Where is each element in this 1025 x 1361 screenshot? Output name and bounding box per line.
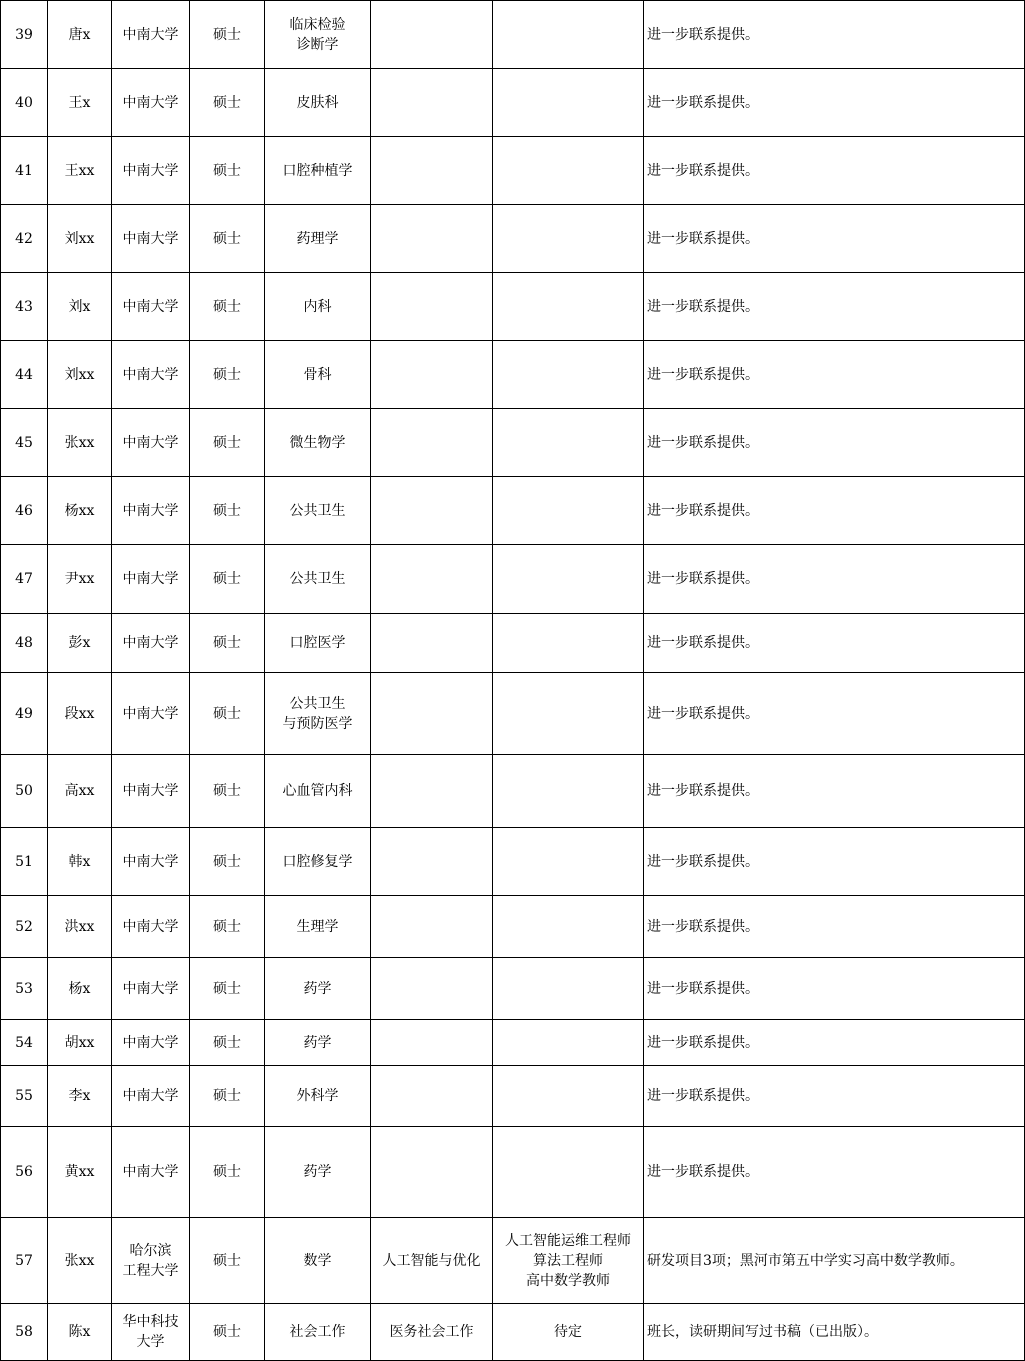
major-cell-line: 药学: [303, 980, 332, 997]
major-cell: [265, 1304, 371, 1361]
note-cell: 进一步联系提供。: [644, 1127, 1025, 1218]
direction-cell: [371, 673, 493, 755]
table-row: [1, 1218, 1025, 1304]
school-cell: [112, 137, 190, 205]
note-cell: 进一步联系提供。: [644, 896, 1025, 958]
direction-cell: [371, 273, 493, 341]
major-cell: [265, 828, 371, 896]
direction-cell: [371, 958, 493, 1020]
degree-cell: 硕士: [190, 1218, 265, 1304]
career-cell: [493, 409, 644, 477]
major-cell-line: 数学: [303, 1252, 332, 1269]
row-number-cell: 50: [1, 755, 48, 828]
school-cell-line: 中南大学: [122, 230, 179, 247]
note-cell: 进一步联系提供。: [644, 1066, 1025, 1127]
table-row: [1, 69, 1025, 137]
direction-cell: [371, 896, 493, 958]
school-cell-line: 中南大学: [122, 94, 179, 111]
note-cell: 进一步联系提供。: [644, 828, 1025, 896]
direction-cell: 人工智能与优化: [371, 1218, 493, 1304]
name-cell: 杨xx: [48, 477, 112, 545]
career-cell: [493, 1218, 644, 1304]
major-cell-line: 公共卫生: [289, 502, 346, 519]
name-cell: 段xx: [48, 673, 112, 755]
row-number-cell: 55: [1, 1066, 48, 1127]
name-cell: 高xx: [48, 755, 112, 828]
school-cell: [112, 896, 190, 958]
career-cell: [493, 1127, 644, 1218]
note-cell: 进一步联系提供。: [644, 1, 1025, 69]
name-cell: 韩x: [48, 828, 112, 896]
major-cell-line: 口腔修复学: [282, 853, 353, 870]
major-cell-line: 口腔种植学: [282, 162, 353, 179]
direction-cell: [371, 69, 493, 137]
school-cell-line: 中南大学: [122, 366, 179, 383]
direction-cell: [371, 1020, 493, 1066]
table-row: [1, 1066, 1025, 1127]
school-cell-line: 中南大学: [122, 705, 179, 722]
degree-cell: 硕士: [190, 828, 265, 896]
note-cell: 进一步联系提供。: [644, 958, 1025, 1020]
major-cell: [265, 409, 371, 477]
degree-cell: 硕士: [190, 137, 265, 205]
row-number-cell: 49: [1, 673, 48, 755]
major-cell: [265, 673, 371, 755]
degree-cell: 硕士: [190, 545, 265, 614]
school-cell: [112, 1304, 190, 1361]
school-cell-line: 中南大学: [122, 162, 179, 179]
school-cell: [112, 828, 190, 896]
major-cell: [265, 273, 371, 341]
major-cell: [265, 545, 371, 614]
major-cell: [265, 1218, 371, 1304]
school-cell-line: 中南大学: [122, 1088, 179, 1104]
school-cell-line: 中南大学: [122, 783, 179, 799]
direction-cell: [371, 545, 493, 614]
career-cell: [493, 755, 644, 828]
row-number-cell: 52: [1, 896, 48, 958]
direction-cell: [371, 755, 493, 828]
major-cell: [265, 341, 371, 409]
table-row: [1, 1304, 1025, 1361]
career-cell: [493, 1066, 644, 1127]
name-cell: 王x: [48, 69, 112, 137]
school-cell: [112, 673, 190, 755]
table-row: [1, 614, 1025, 673]
name-cell: 唐x: [48, 1, 112, 69]
degree-cell: 硕士: [190, 341, 265, 409]
note-cell: 进一步联系提供。: [644, 477, 1025, 545]
major-cell: [265, 755, 371, 828]
career-cell: [493, 673, 644, 755]
row-number-cell: 45: [1, 409, 48, 477]
career-cell: [493, 1, 644, 69]
direction-cell: [371, 614, 493, 673]
major-cell: [265, 614, 371, 673]
major-cell: [265, 896, 371, 958]
career-cell: [493, 341, 644, 409]
major-cell: [265, 1020, 371, 1066]
school-cell-line: 中南大学: [122, 853, 179, 870]
career-cell-line: 算法工程师: [533, 1252, 603, 1269]
table-row: [1, 828, 1025, 896]
table-row: [1, 1127, 1025, 1218]
degree-cell: 硕士: [190, 958, 265, 1020]
direction-cell: [371, 137, 493, 205]
degree-cell: 硕士: [190, 755, 265, 828]
name-cell: 李x: [48, 1066, 112, 1127]
major-cell: [265, 69, 371, 137]
table-row: [1, 755, 1025, 828]
school-cell-line: 中南大学: [122, 1034, 179, 1051]
row-number-cell: 57: [1, 1218, 48, 1304]
school-cell: [112, 755, 190, 828]
row-number-cell: 58: [1, 1304, 48, 1361]
name-cell: 刘x: [48, 273, 112, 341]
degree-cell: 硕士: [190, 1304, 265, 1361]
note-cell: 进一步联系提供。: [644, 69, 1025, 137]
major-cell-line: 药学: [303, 1034, 332, 1051]
table-row: [1, 205, 1025, 273]
name-cell: 彭x: [48, 614, 112, 673]
career-cell: [493, 205, 644, 273]
note-cell: 进一步联系提供。: [644, 614, 1025, 673]
school-cell-line: 华中科技: [122, 1314, 179, 1330]
name-cell: 刘xx: [48, 205, 112, 273]
degree-cell: 硕士: [190, 673, 265, 755]
degree-cell: 硕士: [190, 614, 265, 673]
school-cell: [112, 614, 190, 673]
degree-cell: 硕士: [190, 409, 265, 477]
note-cell: 进一步联系提供。: [644, 1020, 1025, 1066]
major-cell-line: 诊断学: [296, 36, 339, 53]
major-cell-line: 与预防医学: [282, 715, 353, 732]
major-cell-line: 药学: [303, 1164, 332, 1180]
career-cell: [493, 69, 644, 137]
school-cell-line: 大学: [136, 1334, 165, 1350]
career-cell: [493, 614, 644, 673]
school-cell-line: 中南大学: [122, 26, 179, 43]
school-cell: [112, 273, 190, 341]
table-row: [1, 545, 1025, 614]
major-cell: [265, 958, 371, 1020]
career-cell: [493, 1020, 644, 1066]
school-cell: [112, 205, 190, 273]
name-cell: 张xx: [48, 1218, 112, 1304]
major-cell-line: 临床检验: [289, 16, 346, 33]
major-cell-line: 口腔医学: [289, 635, 346, 651]
row-number-cell: 39: [1, 1, 48, 69]
row-number-cell: 51: [1, 828, 48, 896]
school-cell-line: 中南大学: [122, 635, 179, 651]
school-cell-line: 哈尔滨: [129, 1242, 172, 1259]
school-cell: [112, 477, 190, 545]
school-cell: [112, 1066, 190, 1127]
school-cell: [112, 69, 190, 137]
school-cell-line: 工程大学: [122, 1262, 179, 1279]
school-cell: [112, 545, 190, 614]
school-cell: [112, 958, 190, 1020]
row-number-cell: 56: [1, 1127, 48, 1218]
direction-cell: [371, 828, 493, 896]
major-cell: [265, 1, 371, 69]
major-cell-line: 内科: [303, 298, 332, 315]
row-number-cell: 42: [1, 205, 48, 273]
major-cell: [265, 205, 371, 273]
major-cell-line: 骨科: [303, 366, 332, 383]
degree-cell: 硕士: [190, 1127, 265, 1218]
note-cell: 进一步联系提供。: [644, 409, 1025, 477]
career-cell: [493, 958, 644, 1020]
note-cell: 进一步联系提供。: [644, 137, 1025, 205]
major-cell-line: 微生物学: [289, 434, 346, 451]
major-cell-line: 药理学: [296, 230, 339, 247]
name-cell: 杨x: [48, 958, 112, 1020]
row-number-cell: 54: [1, 1020, 48, 1066]
note-cell: 班长，读研期间写过书稿（已出版）。: [644, 1304, 1025, 1361]
major-cell-line: 外科学: [296, 1088, 339, 1104]
career-cell: [493, 896, 644, 958]
career-cell-line: 高中数学教师: [526, 1272, 610, 1289]
major-cell: [265, 137, 371, 205]
name-cell: 陈x: [48, 1304, 112, 1361]
note-cell: 进一步联系提供。: [644, 205, 1025, 273]
career-cell: [493, 273, 644, 341]
career-cell-line: 待定: [554, 1324, 582, 1340]
direction-cell: [371, 409, 493, 477]
career-cell-line: 人工智能运维工程师: [505, 1232, 631, 1249]
name-cell: 张xx: [48, 409, 112, 477]
degree-cell: 硕士: [190, 205, 265, 273]
career-cell: [493, 1304, 644, 1361]
degree-cell: 硕士: [190, 273, 265, 341]
note-cell: 进一步联系提供。: [644, 673, 1025, 755]
table-body: [1, 1, 1025, 1361]
direction-cell: 医务社会工作: [371, 1304, 493, 1361]
row-number-cell: 48: [1, 614, 48, 673]
school-cell: [112, 341, 190, 409]
degree-cell: 硕士: [190, 896, 265, 958]
degree-cell: 硕士: [190, 69, 265, 137]
school-cell: [112, 1020, 190, 1066]
degree-cell: 硕士: [190, 1020, 265, 1066]
school-cell-line: 中南大学: [122, 434, 179, 451]
table-row: [1, 958, 1025, 1020]
note-cell: 研发项目3项；黑河市第五中学实习高中数学教师。: [644, 1218, 1025, 1304]
direction-cell: [371, 1127, 493, 1218]
note-cell: 进一步联系提供。: [644, 273, 1025, 341]
direction-cell: [371, 1, 493, 69]
degree-cell: 硕士: [190, 477, 265, 545]
school-cell: [112, 409, 190, 477]
table-row: [1, 896, 1025, 958]
career-cell: [493, 477, 644, 545]
major-cell-line: 公共卫生: [289, 571, 346, 587]
school-cell: [112, 1127, 190, 1218]
note-cell: 进一步联系提供。: [644, 755, 1025, 828]
major-cell-line: 心血管内科: [282, 783, 353, 799]
row-number-cell: 46: [1, 477, 48, 545]
major-cell-line: 生理学: [296, 918, 339, 935]
major-cell-line: 公共卫生: [289, 695, 346, 712]
table-row: [1, 673, 1025, 755]
school-cell-line: 中南大学: [122, 1164, 179, 1180]
direction-cell: [371, 341, 493, 409]
school-cell-line: 中南大学: [122, 918, 179, 935]
major-cell-line: 社会工作: [289, 1324, 346, 1340]
school-cell-line: 中南大学: [122, 502, 179, 519]
school-cell: [112, 1218, 190, 1304]
row-number-cell: 40: [1, 69, 48, 137]
note-cell: 进一步联系提供。: [644, 341, 1025, 409]
major-cell-line: 皮肤科: [296, 94, 339, 111]
row-number-cell: 44: [1, 341, 48, 409]
career-cell: [493, 137, 644, 205]
school-cell-line: 中南大学: [122, 980, 179, 997]
direction-cell: [371, 205, 493, 273]
row-number-cell: 41: [1, 137, 48, 205]
major-cell: [265, 1127, 371, 1218]
row-number-cell: 53: [1, 958, 48, 1020]
school-cell-line: 中南大学: [122, 298, 179, 315]
table-row: [1, 409, 1025, 477]
table-row: [1, 341, 1025, 409]
degree-cell: 硕士: [190, 1, 265, 69]
row-number-cell: 47: [1, 545, 48, 614]
school-cell-line: 中南大学: [122, 571, 179, 587]
table-row: [1, 477, 1025, 545]
name-cell: 王xx: [48, 137, 112, 205]
note-cell: 进一步联系提供。: [644, 545, 1025, 614]
name-cell: 黄xx: [48, 1127, 112, 1218]
direction-cell: [371, 477, 493, 545]
row-number-cell: 43: [1, 273, 48, 341]
direction-cell: [371, 1066, 493, 1127]
table-row: [1, 1020, 1025, 1066]
name-cell: 尹xx: [48, 545, 112, 614]
name-cell: 刘xx: [48, 341, 112, 409]
major-cell: [265, 477, 371, 545]
career-cell: [493, 545, 644, 614]
name-cell: 洪xx: [48, 896, 112, 958]
table-row: [1, 137, 1025, 205]
degree-cell: 硕士: [190, 1066, 265, 1127]
school-cell: [112, 1, 190, 69]
name-cell: 胡xx: [48, 1020, 112, 1066]
table-row: [1, 1, 1025, 69]
career-cell: [493, 828, 644, 896]
major-cell: [265, 1066, 371, 1127]
table-row: [1, 273, 1025, 341]
